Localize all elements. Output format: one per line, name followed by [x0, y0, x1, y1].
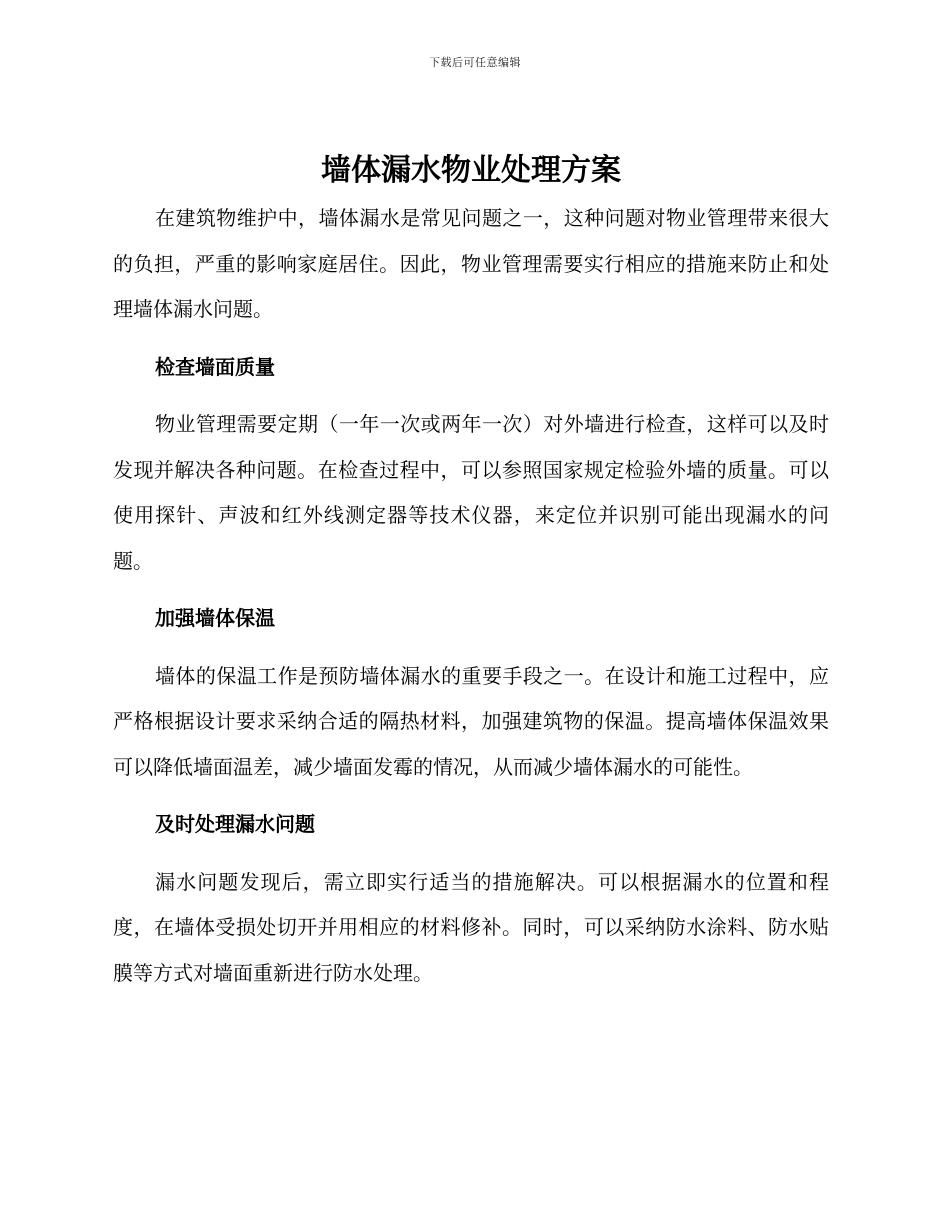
section-heading-leak-handling: 及时处理漏水问题: [155, 812, 315, 836]
section-body-inspect-wall: 物业管理需要定期（一年一次或两年一次）对外墙进行检查，这样可以及时发现并解决各种问题。在检查过程中，可以参照国家规定检验外墙的质量。可以使用探针、声波和红外线测定器等技术仪器，来定位并识别可能出现漏水的问题。: [113, 412, 829, 573]
section-body-insulation: 墙体的保温工作是预防墙体漏水的重要手段之一。在设计和施工过程中，应严格根据设计要求采纳合适的隔热材料，加强建筑物的保温。提高墙体保温效果可以降低墙面温差，减少墙面发霉的情况，从而减少墙体漏水的可能性。: [113, 663, 829, 779]
document-title: 墙体漏水物业处理方案: [321, 153, 621, 188]
intro-paragraph: 在建筑物维护中，墙体漏水是常见问题之一，这种问题对物业管理带来很大的负担，严重的影响家庭居住。因此，物业管理需要实行相应的措施来防止和处理墙体漏水问题。: [113, 206, 829, 321]
section-body-leak-handling: 漏水问题发现后，需立即实行适当的措施解决。可以根据漏水的位置和程度，在墙体受损处切开并用相应的材料修补。同时，可以采纳防水涂料、防水贴膜等方式对墙面重新进行防水处理。: [113, 869, 829, 985]
section-heading-insulation: 加强墙体保温: [155, 606, 275, 630]
section-heading-inspect-wall: 检查墙面质量: [155, 354, 275, 379]
header-note: 下载后可任意编辑: [429, 56, 521, 69]
document-body: [113, 148, 829, 996]
